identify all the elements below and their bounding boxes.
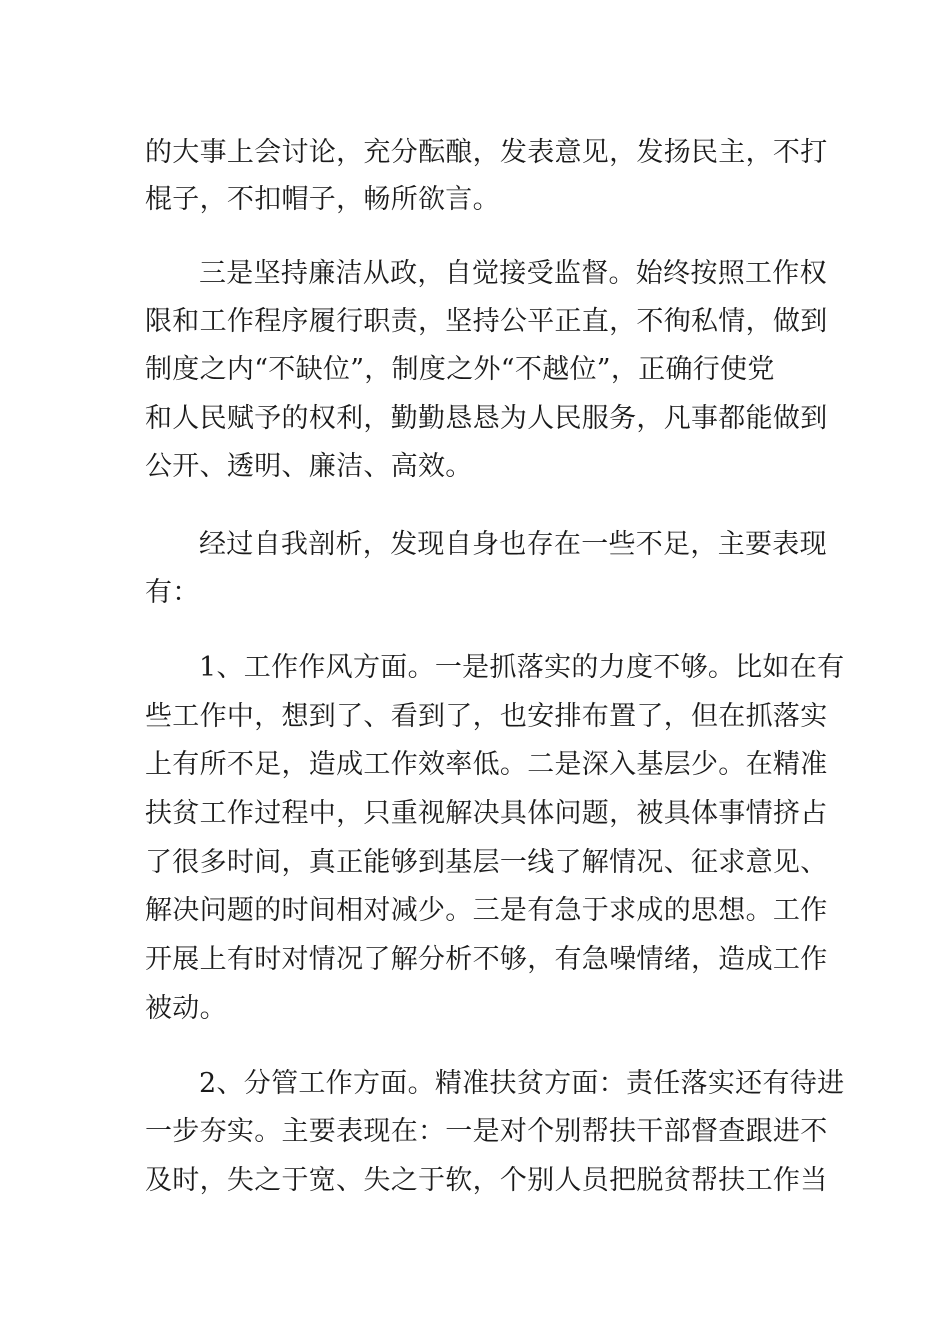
- text-line: 了很多时间，真正能够到基层一线了解情况、征求意见、: [145, 847, 828, 878]
- text-line: 棍子，不扣帽子，畅所欲言。: [145, 184, 500, 215]
- text-line: 及时，失之于宽、失之于软，个别人员把脱贫帮扶工作当: [145, 1165, 828, 1196]
- paragraph-first-line: 1、工作作风方面。一是抓落实的力度不够。比如在有: [199, 652, 845, 683]
- text-line: 的大事上会讨论，充分酝酿，发表意见，发扬民主，不打: [145, 137, 828, 168]
- text-line: 和人民赋予的权利，勤勤恳恳为人民服务，凡事都能做到: [145, 403, 828, 434]
- text-line: 些工作中，想到了、看到了，也安排布置了，但在抓落实: [145, 701, 828, 732]
- text-line: 被动。: [145, 993, 227, 1024]
- text-line: 制度之内“不缺位”，制度之外“不越位”，正确行使党: [145, 354, 775, 385]
- text-line: 解决问题的时间相对减少。三是有急于求成的思想。工作: [145, 895, 828, 926]
- text-line: 一步夯实。主要表现在：一是对个别帮扶干部督查跟进不: [145, 1116, 828, 1147]
- text-line: 有：: [145, 577, 200, 608]
- text-line: 扶贫工作过程中，只重视解决具体问题，被具体事情挤占: [145, 798, 828, 829]
- paragraph-first-line: 经过自我剖析，发现自身也存在一些不足，主要表现: [199, 529, 827, 560]
- text-line: 限和工作程序履行职责，坚持公平正直，不徇私情，做到: [145, 306, 828, 337]
- paragraph-first-line: 三是坚持廉洁从政，自觉接受监督。始终按照工作权: [199, 258, 827, 289]
- text-line: 公开、透明、廉洁、高效。: [145, 451, 473, 482]
- text-line: 开展上有时对情况了解分析不够，有急噪情绪，造成工作: [145, 944, 828, 975]
- paragraph-first-line: 2、分管工作方面。精准扶贫方面：责任落实还有待进: [199, 1068, 845, 1099]
- text-line: 上有所不足，造成工作效率低。二是深入基层少。在精准: [145, 749, 828, 780]
